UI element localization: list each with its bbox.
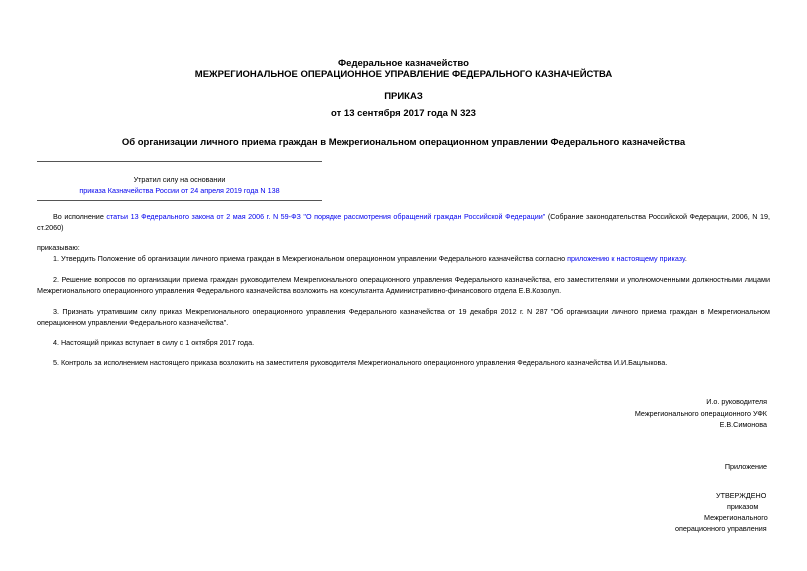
item-2: 2. Решение вопросов по организации приема граждан руководителем Межрегионального операционного управления Федерального казначейства, его заместителями и уполномоченными должностными лицами Межрегионального операционного управления Федерального казначейства возложить на консультанта Административно-финансового отдела Е.В.Козолуп.: [37, 275, 770, 295]
signature-name: Е.В.Симонова: [719, 420, 767, 429]
header-date-number: от 13 сентября 2017 года N 323: [331, 108, 476, 119]
preamble-before: Во исполнение: [53, 212, 107, 221]
preamble-paragraph: [37, 212, 770, 233]
item-1-after: .: [684, 254, 687, 263]
header-dept: МЕЖРЕГИОНАЛЬНОЕ ОПЕРАЦИОННОЕ УПРАВЛЕНИЕ ФЕДЕРАЛЬНОГО КАЗНАЧЕЙСТВА: [194, 69, 613, 80]
header-org: Федеральное казначейство: [338, 58, 469, 69]
approved-line2: Межрегионального: [704, 513, 768, 522]
item-1-before: 1. Утвердить Положение об организации личного приема граждан в Межрегиональном операционном управлении Федерального казначейства согласно: [53, 254, 568, 263]
status-line2: [37, 186, 322, 196]
status-link[interactable]: приказа Казначейства России от 24 апреля 2019 года N 138: [79, 186, 280, 195]
divider-bottom: [37, 200, 322, 201]
signature-org: Межрегионального операционного УФК: [634, 409, 767, 418]
signature-title: И.о. руководителя: [706, 397, 767, 406]
status-text: Утратил силу на основании: [133, 175, 226, 184]
appendix-label: Приложение: [724, 462, 767, 471]
item-3: 3. Признать утратившим силу приказ Межрегионального операционного управления Федерального казначейства от 19 декабря 2012 г. N 287 "Об организации личного приема граждан в Межрегиональном операционном управлении Федерального казначейства".: [37, 307, 770, 327]
item-1: [37, 254, 770, 265]
approved-line3: операционного управления: [675, 524, 767, 533]
order-word: приказываю:: [37, 243, 80, 252]
appendix-link[interactable]: приложению к настоящему приказу: [567, 254, 685, 263]
item-4: 4. Настоящий приказ вступает в силу с 1 октября 2017 года.: [53, 338, 255, 347]
approved-stamp: УТВЕРЖДЕНО: [716, 491, 767, 500]
preamble-after: (Собрание законодательства Российской Федерации, 2006, N 19, ст.2060): [37, 212, 770, 232]
law-link[interactable]: статьи 13 Федерального закона от 2 мая 2006 г. N 59-ФЗ "О порядке рассмотрения обращений граждан Российской Федерации": [106, 212, 546, 221]
approved-line1: приказом: [727, 502, 759, 511]
document-title: Об организации личного приема граждан в Межрегиональном операционном управлении Федерального казначейства: [121, 137, 686, 148]
divider-top: [37, 161, 322, 162]
header-doc-type: ПРИКАЗ: [384, 91, 423, 102]
item-5: 5. Контроль за исполнением настоящего приказа возложить на заместителя руководителя Межрегионального операционного управления Федерального казначейства И.И.Бацлыкова.: [53, 358, 668, 367]
